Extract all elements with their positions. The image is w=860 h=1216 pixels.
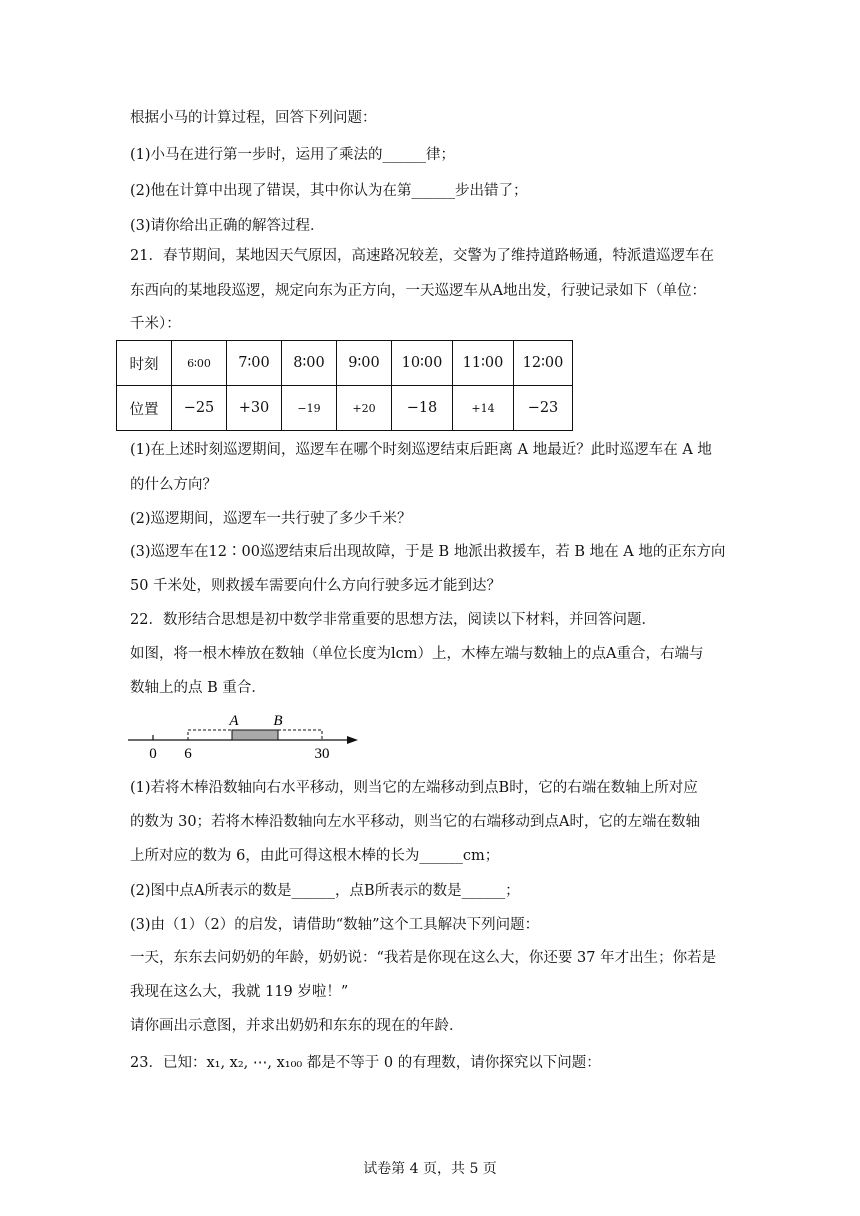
tick-label-0: 0 (149, 746, 157, 760)
text-line: 我现在这么大，我就 119 岁啦！” (130, 984, 349, 1000)
time-cell: 10∶00 (392, 341, 453, 386)
patrol-record-table (116, 340, 573, 431)
page-footer: 试卷第 4 页，共 5 页 (363, 1161, 497, 1177)
text-line: (3)请你给出正确的解答过程． (130, 218, 325, 234)
label-b: B (273, 713, 283, 729)
text-line: 的数为 30；若将木棒沿数轴向左水平移动，则当它的右端移动到点A时，它的左端在数轴 (130, 814, 701, 830)
time-cell: 12∶00 (514, 341, 573, 386)
tick-label-6: 6 (184, 746, 192, 760)
time-cell: 8∶00 (282, 341, 337, 386)
text-line: (2)图中点A所表示的数是______，点B所表示的数是______； (130, 883, 520, 899)
text-line: (2)他在计算中出现了错误，其中你认为在第______步出错了； (130, 183, 528, 199)
text-line: 东西向的某地段巡逻，规定向东为正方向，一天巡逻车从A地出发，行驶记录如下（单位： (130, 283, 706, 299)
text-line: 如图，将一根木棒放在数轴（单位长度为lcm）上，木棒左端与数轴上的点A重合，右端与 (130, 646, 704, 662)
table-header-cell: 时刻 (117, 341, 172, 386)
position-cell: +20 (337, 386, 392, 431)
table-row-times (117, 341, 573, 386)
text-line: 数轴上的点 B 重合． (130, 680, 266, 696)
time-cell: 9∶00 (337, 341, 392, 386)
text-line: (3)巡逻车在12∶00巡逻结束后出现故障，于是 B 地派出救援车，若 B 地在 A 地的正东方向 (130, 544, 726, 560)
position-cell: −19 (282, 386, 337, 431)
wooden-stick (232, 730, 278, 740)
text-line: 一天，东东去问奶奶的年龄，奶奶说：“我若是你现在这么大，你还要 37 年才出生；你若是 (130, 950, 717, 966)
text-line: 的什么方向？ (130, 477, 217, 493)
time-cell: 6∶00 (172, 341, 227, 386)
table-header-cell: 位置 (117, 386, 172, 431)
number-line-figure (128, 710, 368, 764)
text-line: 请你画出示意图，并求出奶奶和东东的现在的年龄． (130, 1018, 464, 1034)
position-cell: −23 (514, 386, 573, 431)
question-21-line: 21．春节期间，某地因天气原因，高速路况较差，交警为了维持道路畅通，特派遣巡逻车在 (130, 248, 714, 264)
text-line: 千米）： (130, 316, 181, 332)
question-22-line: 22．数形结合思想是初中数学非常重要的思想方法，阅读以下材料，并回答问题． (130, 612, 656, 628)
time-cell: 7∶00 (227, 341, 282, 386)
time-cell: 11∶00 (453, 341, 514, 386)
text-line: (1)若将木棒沿数轴向右水平移动，则当它的左端移动到点B时，它的右端在数轴上所对应 (130, 780, 698, 796)
text-line: 上所对应的数为 6，由此可得这根木棒的长为______cm； (130, 848, 500, 864)
position-cell: +14 (453, 386, 514, 431)
label-a: A (229, 713, 239, 729)
text-line: (3)由（1）（2）的启发，请借助“数轴”这个工具解决下列问题： (130, 917, 540, 933)
text-line: (1)在上述时刻巡逻期间，巡逻车在哪个时刻巡逻结束后距离 A 地最近？此时巡逻车在 A 地 (130, 442, 712, 458)
position-cell: +30 (227, 386, 282, 431)
question-23-line: 23．已知：x₁, x₂, ⋯, x₁₀₀ 都是不等于 0 的有理数，请你探究以下问题： (130, 1055, 601, 1071)
tick-label-30: 30 (314, 746, 330, 760)
text-line: 50 千米处，则救援车需要向什么方向行驶多远才能到达？ (130, 578, 502, 594)
text-line: (2)巡逻期间，巡逻车一共行驶了多少千米？ (130, 511, 412, 527)
table-row-positions (117, 386, 573, 431)
text-line: (1)小马在进行第一步时，运用了乘法的______律； (130, 147, 456, 163)
position-cell: −18 (392, 386, 453, 431)
text-line: 根据小马的计算过程，回答下列问题： (130, 110, 377, 126)
position-cell: −25 (172, 386, 227, 431)
